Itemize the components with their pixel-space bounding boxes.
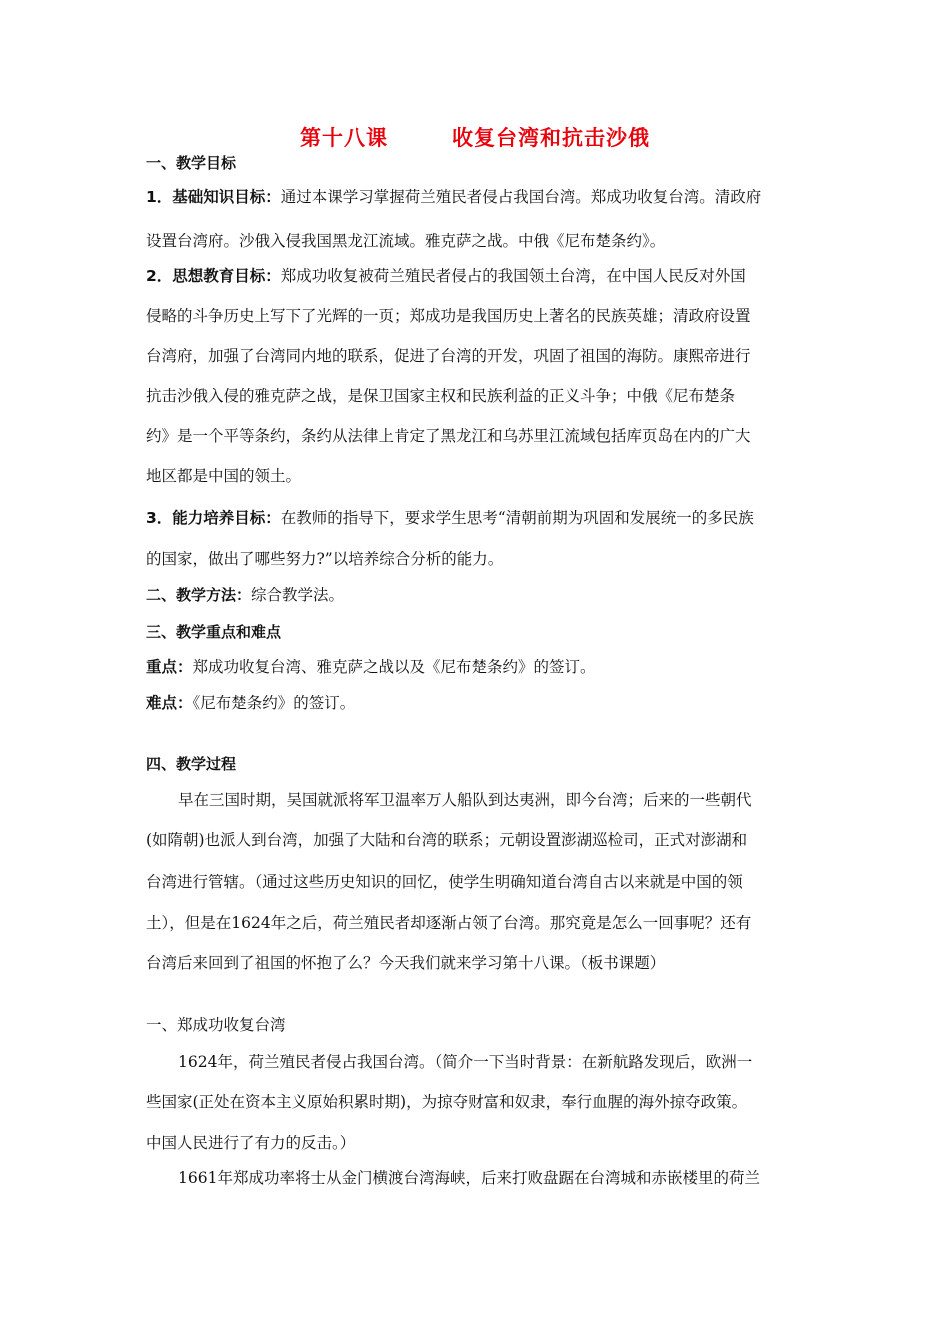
goal-3-label: 3．能力培养目标： (146, 509, 281, 527)
goal-2-line-5: 约》是一个平等条约，条约从法律上肯定了黑龙江和乌苏里江流域包括库页岛在内的广大 (146, 427, 751, 445)
paragraph-2-line-2: 些国家(正处在资本主义原始积累时期)，为掠夺财富和奴隶，奉行血腥的海外掠夺政策。 (146, 1093, 748, 1111)
paragraph-2-line-3: 中国人民进行了有力的反击。） (146, 1134, 356, 1152)
intro-paragraph-line-5: 台湾后来回到了祖国的怀抱了么？今天我们就来学习第十八课。（板书课题） (146, 954, 666, 972)
difficult-point-label: 难点： (146, 694, 193, 712)
goal-2-line-3: 台湾府，加强了台湾同内地的联系，促进了台湾的开发，巩固了祖国的海防。康熙帝进行 (146, 347, 751, 365)
goal-1-line-2: 设置台湾府。沙俄入侵我国黑龙江流域。雅克萨之战。中俄《尼布楚条约》。 (146, 232, 666, 250)
difficult-point: 难点：《尼布楚条约》的签订。 (146, 694, 356, 712)
goal-1-label: 1．基础知识目标： (146, 188, 281, 206)
section-methods: 二、教学方法：综合教学法。 (146, 586, 345, 604)
intro-paragraph-line-1: 早在三国时期，吴国就派将军卫温率万人船队到达夷洲，即今台湾；后来的一些朝代 (178, 791, 752, 809)
section-heading-methods: 二、教学方法： (146, 586, 252, 604)
goal-2-label: 2．思想教育目标： (146, 267, 281, 285)
goal-3-line-2: 的国家，做出了哪些努力?”以培养综合分析的能力。 (146, 550, 504, 568)
key-point-label: 重点： (146, 658, 193, 676)
title-lesson-name: 收复台湾和抗击沙俄 (452, 126, 650, 150)
goal-3-line-1: 3．能力培养目标：在教师的指导下，要求学生思考“清朝前期为巩固和发展统一的多民族 (146, 509, 754, 527)
goal-2-line-1: 2．思想教育目标：郑成功收复被荷兰殖民者侵占的我国领土台湾，在中国人民反对外国 (146, 267, 746, 285)
goal-2-line-4: 抗击沙俄入侵的雅克萨之战，是保卫国家主权和民族利益的正义斗争；中俄《尼布楚条 (146, 387, 736, 405)
paragraph-3-line-1: 1661年郑成功率将士从金门横渡台湾海峡，后来打败盘踞在台湾城和赤嵌楼里的荷兰 (178, 1169, 760, 1187)
goal-2-line-6: 地区都是中国的领土。 (146, 467, 302, 485)
lesson-title (0, 122, 950, 152)
paragraph-2-line-1: 1624年，荷兰殖民者侵占我国台湾。（简介一下当时背景：在新航路发现后，欧洲一 (178, 1053, 753, 1071)
key-point: 重点：郑成功收复台湾、雅克萨之战以及《尼布楚条约》的签订。 (146, 658, 596, 676)
section-heading-objectives: 一、教学目标 (146, 154, 237, 172)
intro-paragraph-line-3: 台湾进行管辖。（通过这些历史知识的回忆，使学生明确知道台湾自古以来就是中国的领 (146, 873, 743, 891)
intro-paragraph-line-4: 土），但是在1624年之后，荷兰殖民者却逐渐占领了台湾。那究竟是怎么一回事呢？还有 (146, 914, 752, 932)
title-lesson-number: 第十八课 (300, 126, 388, 150)
goal-2-line-2: 侵略的斗争历史上写下了光辉的一页；郑成功是我国历史上著名的民族英雄；清政府设置 (146, 307, 751, 325)
goal-1-line-1: 1．基础知识目标：通过本课学习掌握荷兰殖民者侵占我国台湾。郑成功收复台湾。清政府 (146, 188, 762, 206)
section-heading-key-points: 三、教学重点和难点 (146, 623, 282, 641)
intro-paragraph-line-2: (如隋朝)也派人到台湾，加强了大陆和台湾的联系；元朝设置澎湖巡检司，正式对澎湖和 (146, 831, 748, 849)
section-heading-process: 四、教学过程 (146, 755, 237, 773)
subsection-heading-zheng: 一、郑成功收复台湾 (146, 1016, 286, 1034)
